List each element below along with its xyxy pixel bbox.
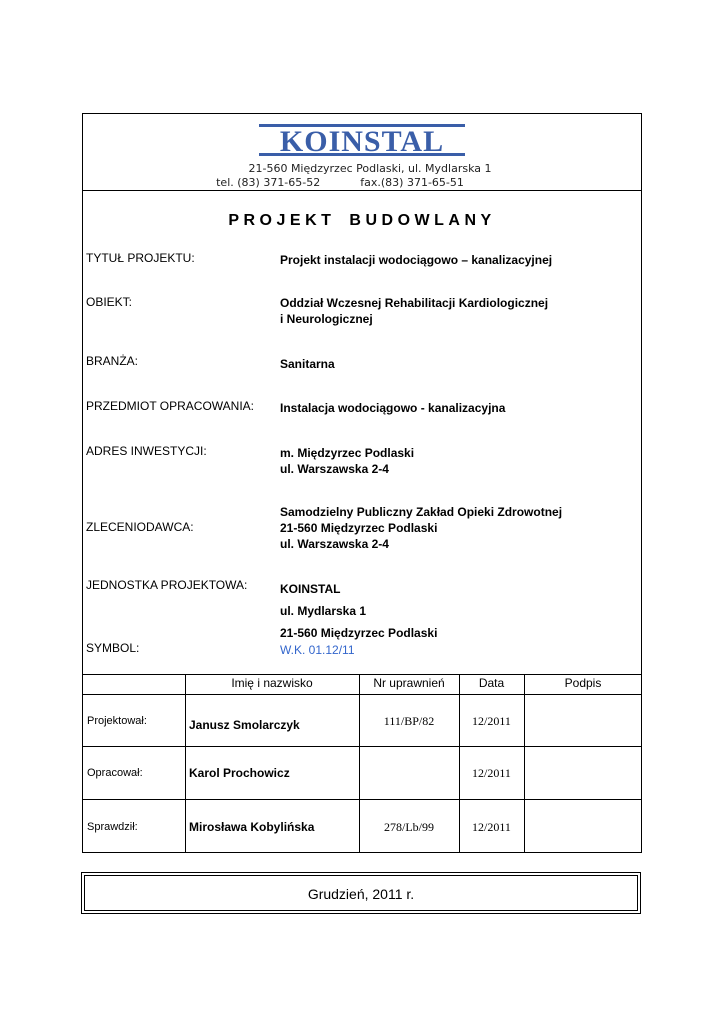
- label-branza: BRANŻA:: [86, 354, 139, 368]
- svg-text:KOINSTAL: KOINSTAL: [279, 125, 445, 158]
- row3-role: Sprawdził:: [87, 821, 138, 833]
- row1-date: 12/2011: [472, 714, 511, 728]
- title-word-2: BUDOWLANY: [349, 212, 496, 229]
- label-przedmiot: PRZEDMIOT OPRACOWANIA:: [86, 399, 255, 413]
- value-adres-line2: ul. Warszawska 2-4: [280, 462, 389, 476]
- value-jednostka-line3: 21-560 Międzyrzec Podlaski: [280, 626, 438, 640]
- row2-date: 12/2011: [472, 766, 511, 780]
- koinstal-logo: [259, 122, 465, 158]
- row3-date: 12/2011: [472, 820, 511, 834]
- label-jednostka: JEDNOSTKA PROJEKTOWA:: [86, 578, 248, 592]
- header-divider: [82, 190, 642, 191]
- value-przedmiot: Instalacja wodociągowo - kanalizacyjna: [280, 401, 506, 415]
- value-obiekt-line2: i Neurologicznej: [280, 312, 373, 326]
- value-branza: Sanitarna: [280, 357, 335, 371]
- header-name: Imię i nazwisko: [231, 676, 313, 690]
- value-zleceniodawca-line3: ul. Warszawska 2-4: [280, 537, 389, 551]
- value-zleceniodawca-line1: Samodzielny Publiczny Zakład Opieki Zdrowotnej: [280, 505, 563, 519]
- header-sign: Podpis: [564, 676, 602, 690]
- row3-nr: 278/Lb/99: [384, 820, 434, 834]
- document-title: [82, 212, 642, 230]
- value-zleceniodawca: [280, 504, 562, 552]
- value-symbol: W.K. 01.12/11: [280, 643, 355, 657]
- company-contacts: [175, 176, 505, 189]
- header-nr: Nr uprawnień: [373, 676, 445, 690]
- company-tel: tel. (83) 371-65-52: [216, 176, 321, 189]
- value-obiekt-line1: Oddział Wczesnej Rehabilitacji Kardiologicznej: [280, 296, 549, 310]
- value-obiekt: [280, 295, 548, 327]
- header-date: Data: [478, 676, 505, 690]
- row2-name: Karol Prochowicz: [189, 766, 290, 780]
- value-tytul: Projekt instalacji wodociągowo – kanalizacyjnej: [280, 253, 553, 267]
- row1-nr: 111/BP/82: [383, 714, 435, 728]
- label-zleceniodawca: ZLECENIODAWCA:: [86, 520, 194, 534]
- company-address: 21-560 Międzyrzec Podlaski, ul. Mydlarska 1: [248, 162, 492, 175]
- row2-role: Opracował:: [87, 767, 143, 779]
- company-fax: fax.(83) 371-65-51: [360, 176, 464, 189]
- title-word-1: PROJEKT: [228, 212, 336, 229]
- value-jednostka: [280, 578, 437, 644]
- row3-name: Mirosława Kobylińska: [189, 820, 315, 834]
- row1-role: Projektował:: [87, 715, 147, 727]
- value-jednostka-line2: ul. Mydlarska 1: [280, 604, 367, 618]
- label-symbol: SYMBOL:: [86, 641, 140, 655]
- footer-date: Grudzień, 2011 r.: [84, 875, 638, 911]
- label-tytul: TYTUŁ PROJEKTU:: [86, 251, 195, 265]
- value-adres-line1: m. Międzyrzec Podlaski: [280, 446, 415, 460]
- label-adres: ADRES INWESTYCJI:: [86, 444, 207, 458]
- value-zleceniodawca-line2: 21-560 Międzyrzec Podlaski: [280, 521, 438, 535]
- value-jednostka-line1: KOINSTAL: [280, 582, 341, 596]
- row1-name: Janusz Smolarczyk: [189, 718, 300, 732]
- value-adres: [280, 445, 414, 477]
- label-obiekt: OBIEKT:: [86, 295, 133, 309]
